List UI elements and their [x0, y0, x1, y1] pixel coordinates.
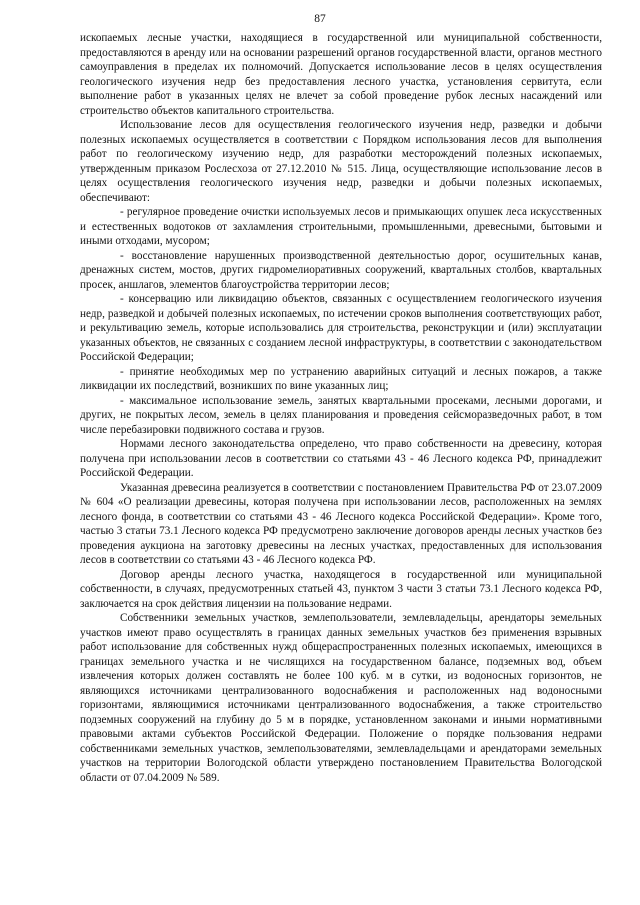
list-item-1: - регулярное проведение очистки используемых лесов и примыкающих опушек леса искусственных и естественных водотоков от захламления строительными, промышленными, древесными, бытовыми и иными отходами, мусором; [80, 206, 602, 247]
list-item-5: - максимальное использование земель, занятых квартальными просеками, лесными дорогами, и других, не покрытых лесом, земель в целях планирования и проведения сейсморазведочных работ, в том числе перебазировки подвижного состава и грузов. [80, 394, 602, 436]
paragraph-5: Договор аренды лесного участка, находящегося в государственной или муниципальной собственности, в случаях, предусмотренных статьей 43, пунктом 3 части 3 статьи 73.1 Лесного кодекса РФ, заключается на срок действия лицензии на пользование недрами. [80, 568, 602, 610]
paragraph-2: Использование лесов для осуществления геологического изучения недр, разведки и добычи полезных ископаемых осуществляется в соответствии с Порядком использования лесов для выполнения работ по геологическому изучению недр, для разработки месторождений полезных ископаемых, утвержденным приказом Рослесхоза от 27.12.2010 № 515. Лица, осуществляющие использование лесов в целях осуществления геологического изучения недр, разведки и добычи полезных ископаемых, обеспечивают: [80, 119, 602, 204]
list-item-4: - принятие необходимых мер по устранению аварийных ситуаций и лесных пожаров, а также ликвидации их последствий, возникших по вине указанных лиц; [80, 365, 602, 392]
list-item-3: - консервацию или ликвидацию объектов, связанных с осуществлением геологического изучения недр, разведкой и добычей полезных ископаемых, по истечении сроков выполнения соответствующих работ, и рекультивацию земель, которые использовались для строительства, реконструкции и (или) эксплуатации указанных объектов, не связанных с созданием лесной инфраструктуры, в соответствии с законодательством Российской Федерации; [80, 293, 602, 363]
paragraph-4: Указанная древесина реализуется в соответствии с постановлением Правительства РФ от 23.07.2009 № 604 «О реализации древесины, которая получена при использовании лесов, расположенных на землях лесного фонда, в соответствии со статьями 43 - 46 Лесного кодекса Российской Федерации». Кроме того, частью 3 статьи 73.1 Лесного кодекса РФ предусмотрено заключение договоров аренды лесных участков без проведения аукциона на заготовку древесины на лесных участках, предоставленных для использования лесов в соответствии со статьями 43 - 46 Лесного кодекса РФ. [80, 481, 602, 566]
list-item-2: - восстановление нарушенных производственной деятельностью дорог, осушительных канав, дренажных систем, мостов, других гидромелиоративных сооружений, квартальных столбов, квартальных просек, аншлагов, элементов благоустройства территории лесов; [80, 249, 602, 291]
paragraph-6: Собственники земельных участков, землепользователи, землевладельцы, арендаторы земельных участков имеют право осуществлять в границах данных земельных участков без применения взрывных работ использование для собственных нужд общераспространенных полезных ископаемых, имеющихся в границах земельного участка и не числящихся на государственном балансе, подземных вод, объем извлечения которых должен составлять не более 100 куб. м в сутки, из водоносных горизонтов, не являющихся источниками централизованного водоснабжения и расположенных над водоносными горизонтами, являющимися источниками централизованного водоснабжения, а также строительство подземных сооружений на глубину до 5 м в порядке, установленном законами и иными нормативными правовыми актами субъектов Российской Федерации. Положение о порядке пользования недрами собственниками земельных участков, землепользователями, землевладельцами и арендаторами земельных участков на территории Вологодской области утверждено постановлением Правительства Вологодской области от 07.04.2009 № 589. [80, 612, 602, 784]
paragraph-3: Нормами лесного законодательства определено, что право собственности на древесину, которая получена при использовании лесов в соответствии со статьями 43 - 46 Лесного кодекса РФ, принадлежит Российской Федерации. [80, 438, 602, 479]
text-body [80, 31, 602, 785]
page-number: 87 [314, 13, 326, 25]
paragraph-1: ископаемых лесные участки, находящиеся в государственной или муниципальной собственности, предоставляются в аренду или на основании разрешений органов государственной власти, органов местного самоуправления в пределах их полномочий. Допускается использование лесов в целях осуществления геологического изучения недр без предоставления лесного участка, установления сервитута, если выполнение работ в указанных целях не влечет за собой проведение рубок лесных насаждений или строительство объектов капитального строительства. [80, 32, 602, 117]
